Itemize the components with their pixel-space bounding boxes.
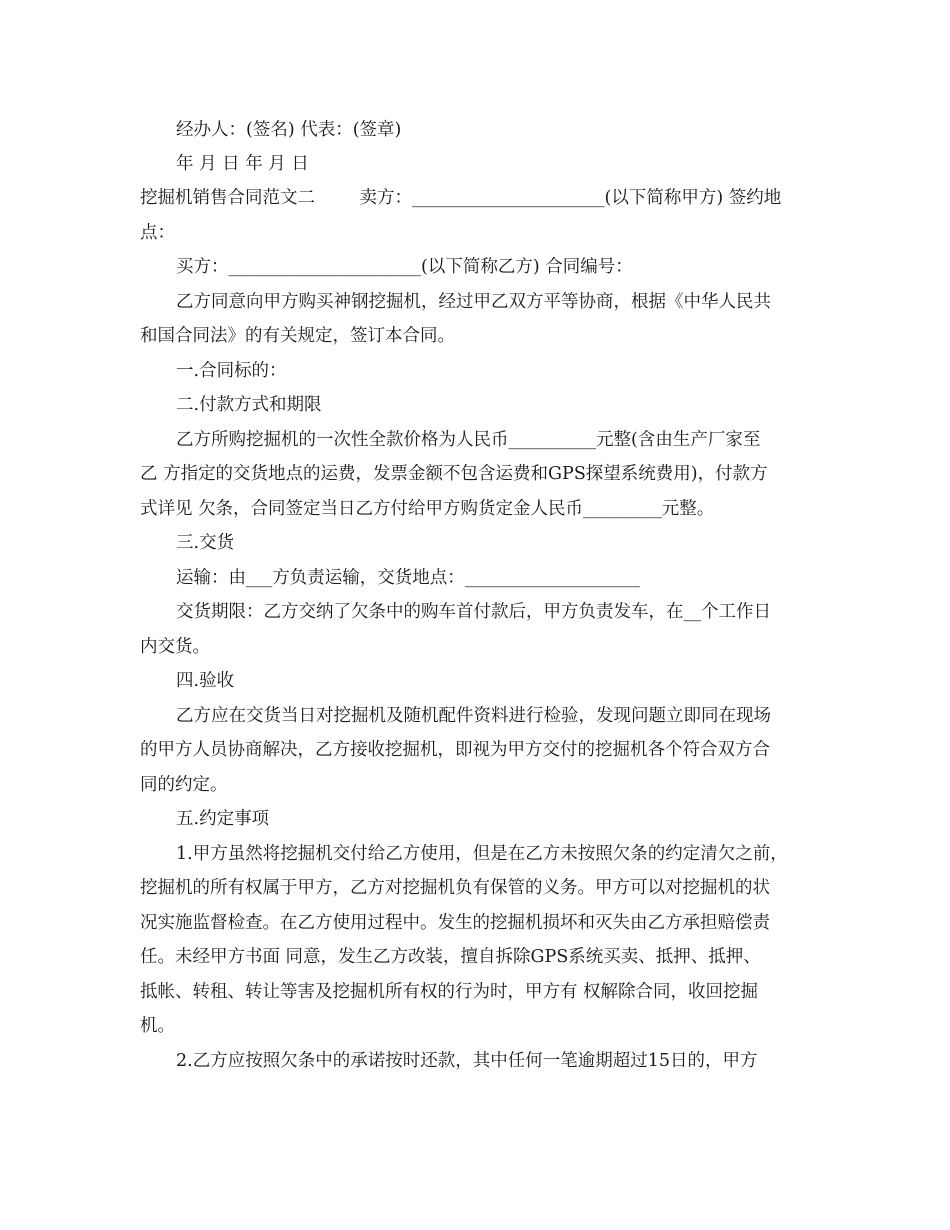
body-line: 乙方同意向甲方购买神钢挖掘机，经过甲乙双方平等协商，根据《中华人民共 (176, 292, 771, 312)
body-line: 机。 (140, 1016, 175, 1036)
body-line: 况实施监督检查。在乙方使用过程中。发生的挖掘机损坏和灭失由乙方承担赔偿责 (140, 913, 770, 933)
buyer-line: 买方：______________________(以下简称乙方) 合同编号： (176, 257, 633, 277)
body-line: 运输：由___方负责运输，交货地点：____________________ (176, 568, 640, 588)
section-heading: 一.合同标的： (176, 361, 287, 381)
section-heading: 五.约定事项 (176, 809, 270, 829)
signature-line: 经办人：(签名) 代表：(签章) (176, 120, 402, 140)
body-line: 乙方所购挖掘机的一次性全款价格为人民币__________元整(含由生产厂家至 (176, 430, 761, 450)
contract-title-seller-line: 挖掘机销售合同范文二 卖方：______________________(以下简称甲方) 签约地 (140, 188, 782, 208)
section-heading: 三.交货 (176, 533, 235, 553)
body-line: 同的约定。 (140, 775, 228, 795)
body-line: 式详见 欠条，合同签定当日乙方付给甲方购货定金人民币_________元整。 (140, 499, 715, 519)
section-heading: 二.付款方式和期限 (176, 395, 322, 415)
section-heading: 四.验收 (176, 671, 235, 691)
body-line: 抵帐、转租、转让等害及挖掘机所有权的行为时，甲方有 权解除合同，收回挖掘 (140, 982, 759, 1002)
body-line: 2.乙方应按照欠条中的承诺按时还款，其中任何一笔逾期超过15日的，甲方 (176, 1051, 758, 1071)
body-line: 的甲方人员协商解决，乙方接收挖掘机，即视为甲方交付的挖掘机各个符合双方合 (140, 740, 770, 760)
body-line: 内交货。 (140, 637, 210, 657)
body-line: 挖掘机的所有权属于甲方，乙方对挖掘机负有保管的义务。甲方可以对挖掘机的状 (140, 878, 770, 898)
body-line: 交货期限：乙方交纳了欠条中的购车首付款后，甲方负责发车，在__个工作日 (176, 602, 771, 622)
body-line: 1.甲方虽然将挖掘机交付给乙方使用，但是在乙方未按照欠条的约定清欠之前， (176, 844, 788, 864)
body-line: 乙方应在交货当日对挖掘机及随机配件资料进行检验，发现问题立即同在现场 (176, 706, 771, 726)
body-line: 任。未经甲方书面 同意，发生乙方改装，擅自拆除GPS系统买卖、抵押、抵押、 (140, 947, 761, 967)
body-line: 点： (140, 223, 175, 243)
body-line: 和国合同法》的有关规定，签订本合同。 (140, 326, 455, 346)
body-line: 乙 方指定的交货地点的运费，发票金额不包含运费和GPS探望系统费用)，付款方 (140, 464, 768, 484)
date-line: 年 月 日 年 月 日 (176, 154, 309, 174)
